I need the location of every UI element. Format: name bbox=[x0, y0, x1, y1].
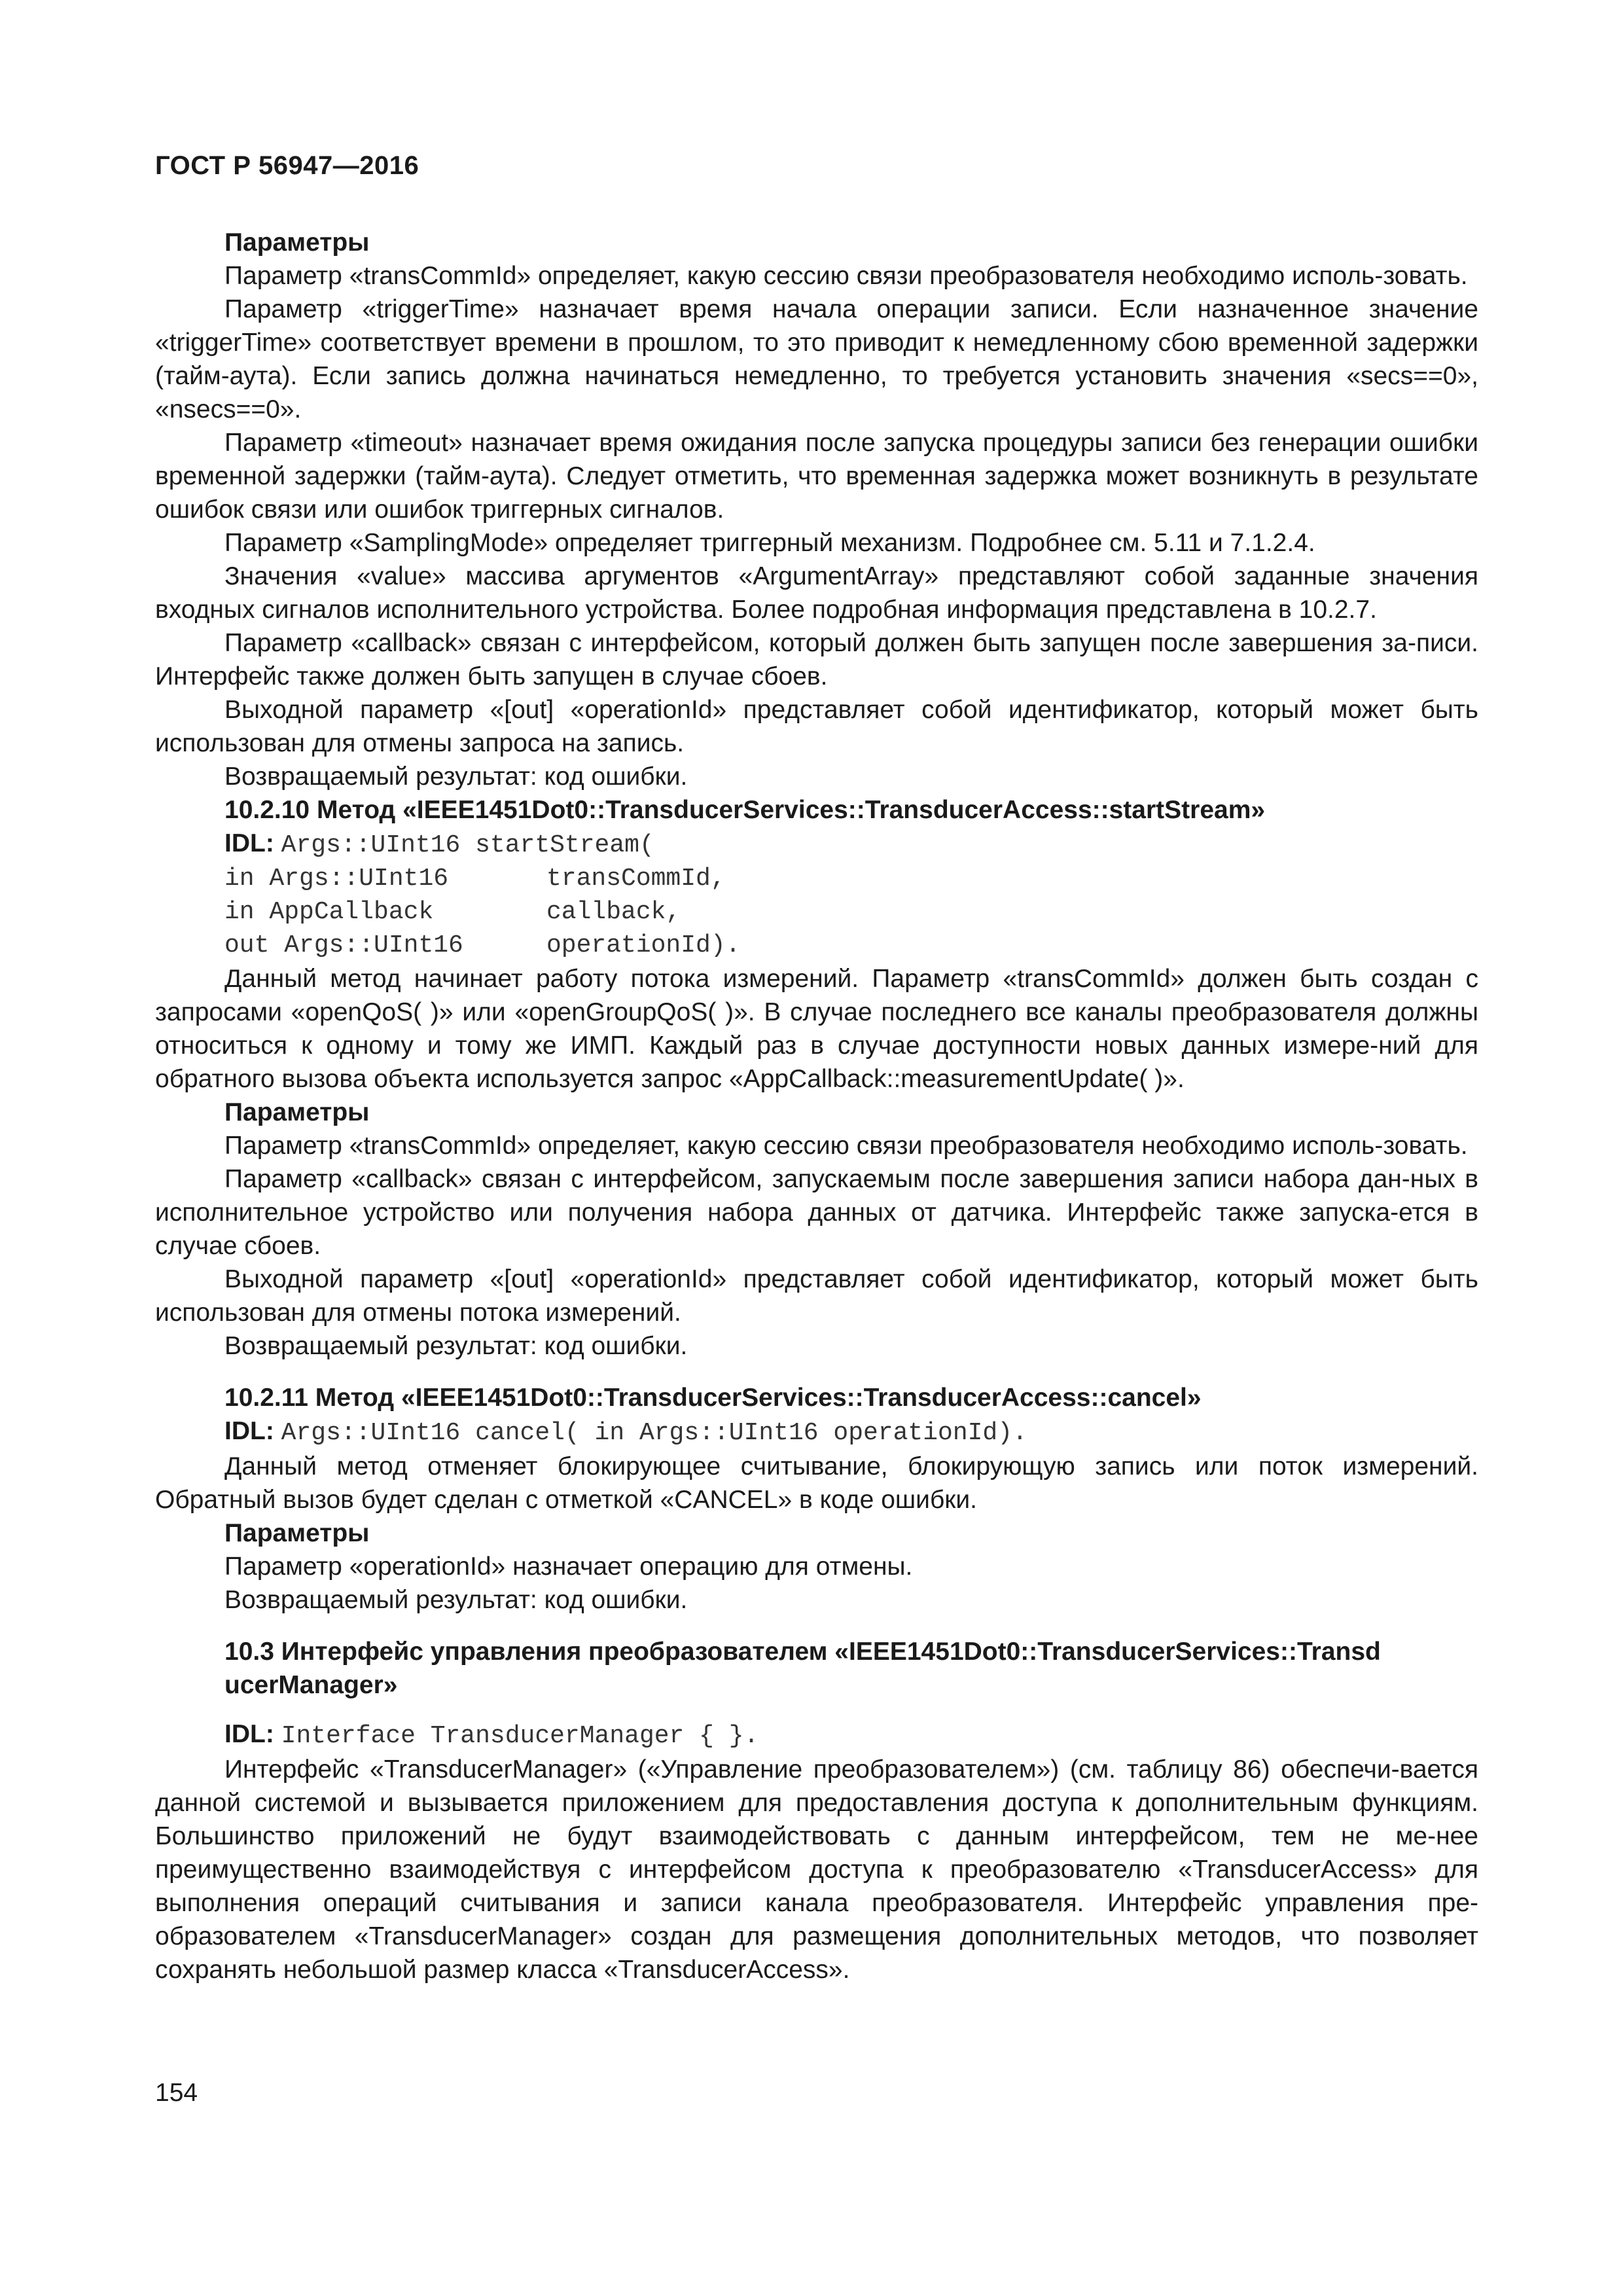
idl-label: IDL: bbox=[224, 829, 274, 857]
idl-arg-type: out Args::UInt16 bbox=[224, 931, 463, 960]
paragraph: Значения «value» массива аргументов «ArgumentArray» представляют собой заданные значения входных сигналов исполнительного устройства. Более подробная информация представлена в 10.2.7. bbox=[155, 562, 1478, 624]
section-title-10-2-10: 10.2.10 Метод «IEEE1451Dot0::TransducerServices::TransducerAccess::startStream» bbox=[224, 796, 1266, 824]
idl-signature bbox=[155, 1414, 1478, 1450]
idl-arg-name: callback, bbox=[546, 898, 681, 926]
paragraph: Параметр «transCommId» определяет, какую сессию связи преобразователя необходимо исполь-зовать. bbox=[224, 262, 1468, 290]
paragraph: Параметр «triggerTime» назначает время начала операции записи. Если назначенное значение «triggerTime» соответствует времени в прошлом, то это приводит к немедленному сбою временной задержки (тайм-аута). Если запись должна начинаться немедленно, то требуется установить значения «secs==0», «nsecs==0». bbox=[155, 295, 1478, 423]
idl-arg-type: in Args::UInt16 bbox=[224, 865, 449, 893]
idl-label: IDL: bbox=[224, 1417, 274, 1445]
params-heading: Параметры bbox=[224, 1519, 370, 1547]
idl-arg-name: transCommId, bbox=[546, 865, 726, 893]
idl-arg-name: operationId). bbox=[546, 931, 741, 960]
idl-signature bbox=[155, 827, 1478, 862]
paragraph: Параметр «operationId» назначает операцию для отмены. bbox=[224, 1552, 913, 1581]
paragraph: Данный метод отменяет блокирующее считывание, блокирующую запись или поток измерений. Обратный вызов будет сделан с отметкой «CANCEL» в коде ошибки. bbox=[155, 1452, 1478, 1514]
spacer bbox=[155, 1363, 1478, 1381]
document-body bbox=[155, 226, 1478, 1986]
idl-arg-line bbox=[155, 895, 1478, 929]
section-title-line: 10.3 Интерфейс управления преобразователем «IEEE1451Dot0::TransducerServices::Transd bbox=[224, 1638, 1381, 1666]
paragraph: Интерфейс «TransducerManager» («Управление преобразователем») (см. таблицу 86) обеспечи-вается данной системой и вызывается приложением для предоставления доступа к дополнительным функциям. Большинство приложений не будут взаимодействовать с данным интерфейсом, тем не ме-нее преимущественно взаимодействуя с интерфейсом доступа к преобразователю «TransducerAccess» для выполнения операций считывания и записи канала преобразователя. Интерфейс управления пре-образователем «TransducerManager» создан для размещения дополнительных методов, что позволяет сохранять небольшой размер класса «TransducerAccess». bbox=[155, 1755, 1478, 1984]
paragraph: Возвращаемый результат: код ошибки. bbox=[224, 1332, 688, 1360]
idl-code: Interface TransducerManager { }. bbox=[281, 1722, 759, 1750]
page-number: 154 bbox=[155, 2079, 198, 2107]
idl-label: IDL: bbox=[224, 1720, 274, 1748]
paragraph: Выходной параметр «[out] «operationId» представляет собой идентификатор, который может быть использован для отмены запроса на запись. bbox=[155, 696, 1478, 757]
idl-code: Args::UInt16 startStream( bbox=[281, 831, 654, 859]
spacer bbox=[155, 1617, 1478, 1635]
paragraph: Возвращаемый результат: код ошибки. bbox=[224, 1586, 688, 1614]
params-heading: Параметры bbox=[224, 1098, 370, 1126]
idl-signature bbox=[155, 1717, 1478, 1753]
idl-code: Args::UInt16 cancel( in Args::UInt16 operationId). bbox=[281, 1419, 1027, 1447]
paragraph: Параметр «callback» связан с интерфейсом, который должен быть запущен после завершения за-писи. Интерфейс также должен быть запущен в случае сбоев. bbox=[155, 629, 1478, 691]
paragraph: Параметр «SamplingMode» определяет триггерный механизм. Подробнее см. 5.11 и 7.1.2.4. bbox=[224, 529, 1315, 557]
idl-arg-line bbox=[155, 862, 1478, 895]
section-title-10-3 bbox=[155, 1635, 1478, 1702]
paragraph: Параметр «timeout» назначает время ожидания после запуска процедуры записи без генерации ошибки временной задержки (тайм-аута). Следует отметить, что временная задержка может возникнуть в результате ошибок связи или ошибок триггерных сигналов. bbox=[155, 429, 1478, 524]
idl-arg-type: in AppCallback bbox=[224, 898, 434, 926]
spacer bbox=[155, 1702, 1478, 1717]
section-title-line: ucerManager» bbox=[224, 1671, 398, 1699]
section-title-10-2-11: 10.2.11 Метод «IEEE1451Dot0::TransducerServices::TransducerAccess::cancel» bbox=[224, 1384, 1202, 1412]
paragraph: Возвращаемый результат: код ошибки. bbox=[224, 762, 688, 791]
paragraph: Параметр «callback» связан с интерфейсом, запускаемым после завершения записи набора дан-ных в исполнительное устройство или получения набора данных от датчика. Интерфейс также запуска-ется в случае сбоев. bbox=[155, 1165, 1478, 1260]
standard-header: ГОСТ Р 56947—2016 bbox=[155, 151, 419, 180]
idl-arg-line bbox=[155, 929, 1478, 962]
paragraph: Параметр «transCommId» определяет, какую сессию связи преобразователя необходимо исполь-зовать. bbox=[224, 1132, 1468, 1160]
params-heading: Параметры bbox=[224, 228, 370, 257]
paragraph: Выходной параметр «[out] «operationId» представляет собой идентификатор, который может быть использован для отмены потока измерений. bbox=[155, 1265, 1478, 1327]
paragraph: Данный метод начинает работу потока измерений. Параметр «transCommId» должен быть создан с запросами «openQoS( )» или «openGroupQoS( )». В случае последнего все каналы преобразователя должны относиться к одному и тому же ИМП. Каждый раз в случае доступности новых данных измере-ний для обратного вызова объекта используется запрос «AppCallback::measurementUpdate( )». bbox=[155, 965, 1478, 1093]
